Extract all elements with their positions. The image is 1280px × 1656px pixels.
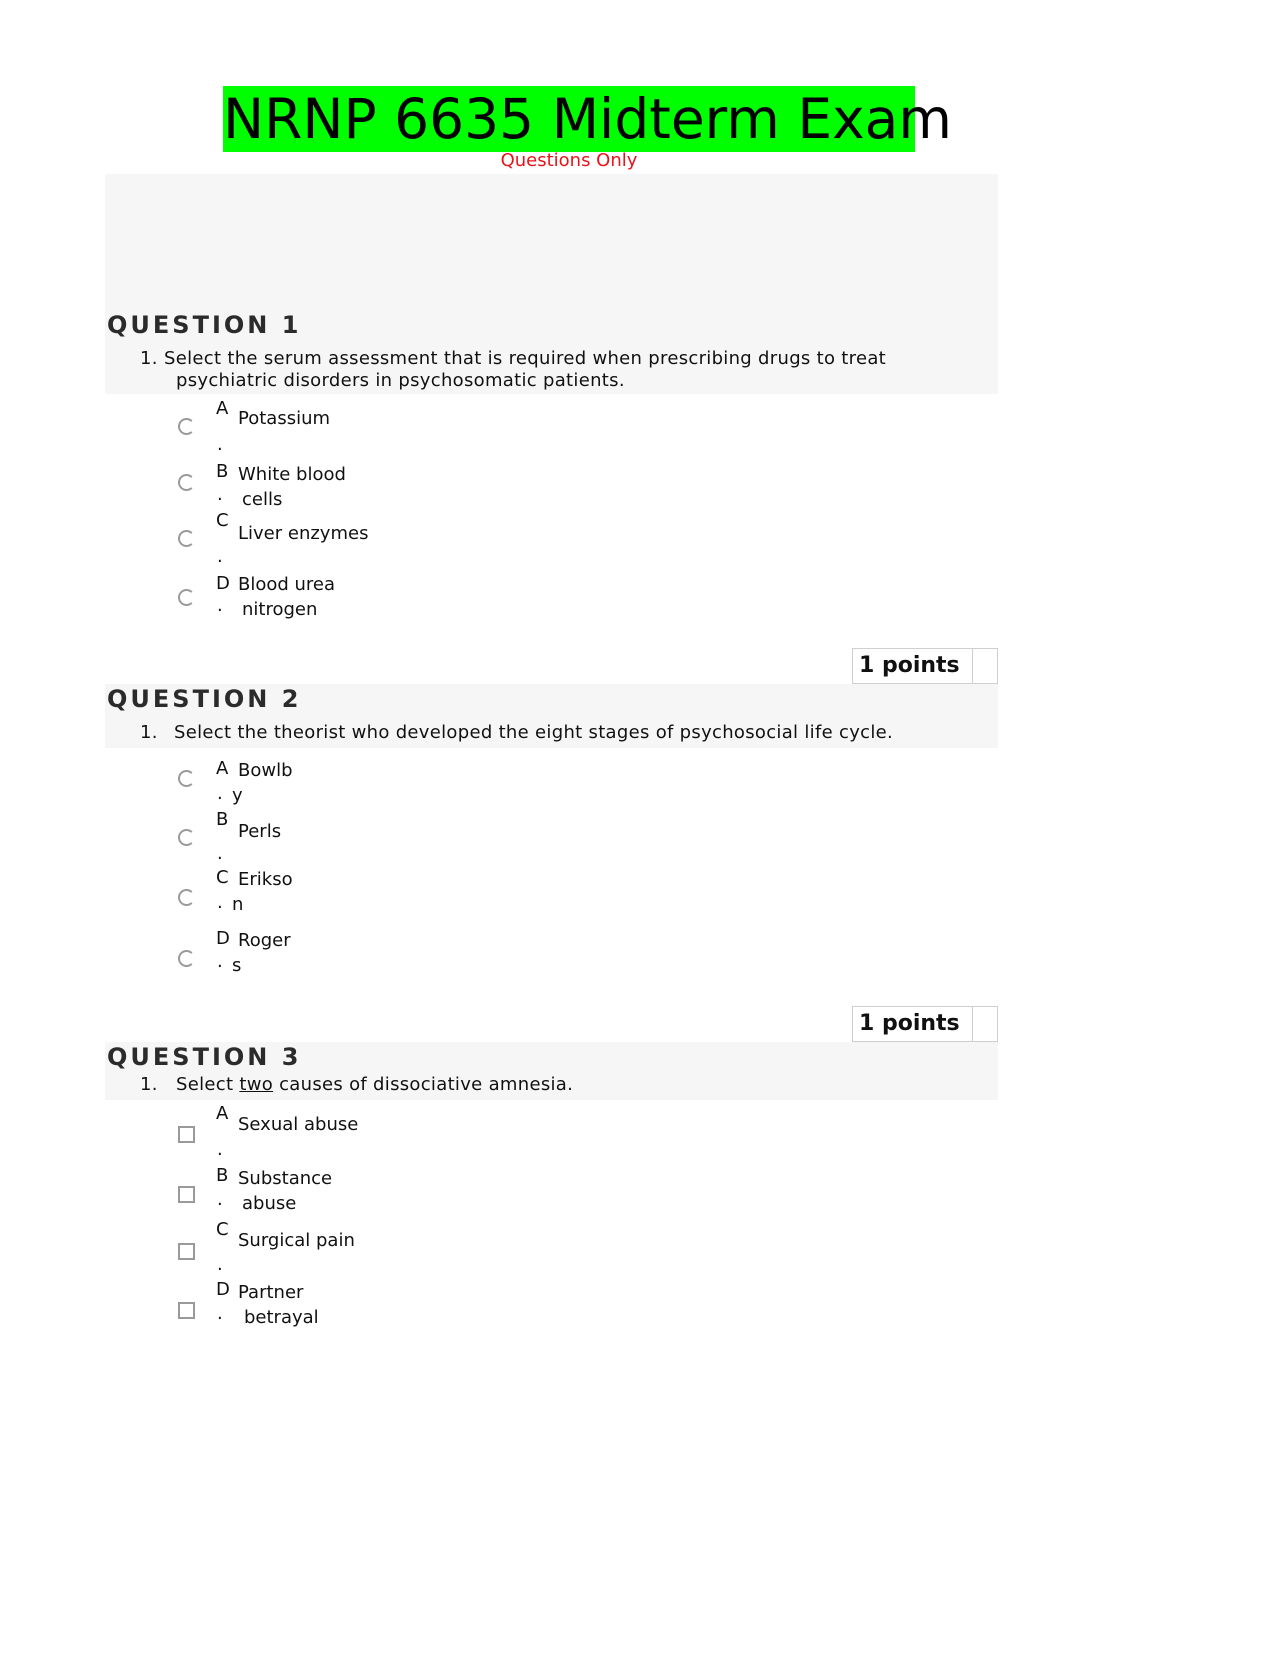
question-2-text	[140, 722, 970, 744]
option-letter: D	[216, 1279, 230, 1300]
option-text-line2: y	[232, 785, 243, 806]
question-1-text-line2: psychiatric disorders in psychosomatic patients.	[176, 370, 625, 391]
option-letter: D	[216, 573, 230, 594]
checkbox[interactable]	[178, 1126, 195, 1143]
document-title: NRNP 6635 Midterm Exam	[223, 87, 952, 151]
option-dot: .	[217, 484, 223, 505]
q3-option-d[interactable]	[174, 1279, 574, 1342]
radio-button[interactable]	[178, 418, 195, 435]
option-text	[238, 462, 346, 512]
option-letter: C	[216, 867, 229, 888]
points-label: 1 points	[859, 653, 960, 678]
q2-option-a[interactable]	[174, 756, 574, 812]
option-dot: .	[217, 434, 223, 455]
option-text	[238, 1228, 355, 1253]
question-3-text-pre: Select	[176, 1074, 240, 1095]
option-text-line1: Blood urea	[238, 574, 336, 595]
radio-button[interactable]	[178, 889, 195, 906]
question-1-number: 1.	[140, 348, 158, 369]
question-1-text-line1: Select the serum assessment that is required when prescribing drugs to treat	[164, 348, 887, 369]
q1-option-c[interactable]	[174, 510, 574, 572]
option-dot: .	[217, 1303, 223, 1324]
question-3-text-post: causes of dissociative amnesia.	[273, 1074, 574, 1095]
q2-option-b[interactable]	[174, 809, 574, 871]
option-text	[238, 521, 368, 546]
option-letter: B	[216, 1165, 229, 1186]
option-dot: .	[217, 892, 223, 913]
document-subtitle: Questions Only	[500, 150, 638, 171]
option-dot: .	[217, 843, 223, 864]
option-dot: .	[217, 546, 223, 567]
option-text-line1: Substance	[238, 1168, 333, 1189]
option-text	[232, 867, 293, 917]
q3-option-a[interactable]	[174, 1103, 574, 1166]
option-letter: A	[216, 758, 229, 779]
option-text-line2: s	[232, 955, 242, 976]
option-text-line1: Potassium	[238, 408, 331, 429]
radio-button[interactable]	[178, 530, 195, 547]
option-text-line2: betrayal	[244, 1307, 319, 1328]
points-cell	[972, 1007, 997, 1041]
question-1-heading: QUESTION 1	[107, 311, 302, 339]
option-dot: .	[217, 783, 223, 804]
option-text	[238, 1280, 319, 1330]
question-2-text-line1: Select the theorist who developed the eight stages of psychosocial life cycle.	[174, 722, 894, 743]
option-text-line1: Bowlb	[238, 760, 293, 781]
option-letter: D	[216, 928, 230, 949]
option-text-line1: Liver enzymes	[238, 523, 369, 544]
option-text-line1: Roger	[238, 930, 291, 951]
option-text-line2: nitrogen	[242, 599, 318, 620]
radio-button[interactable]	[178, 770, 195, 787]
option-dot: .	[217, 951, 223, 972]
q1-option-a[interactable]	[174, 398, 574, 460]
option-letter: C	[216, 510, 229, 531]
option-text-line2: abuse	[242, 1193, 297, 1214]
question-3-text	[140, 1074, 970, 1096]
option-text-line1: Perls	[238, 821, 282, 842]
option-text	[238, 406, 330, 431]
option-text-line2: cells	[242, 489, 283, 510]
option-letter: B	[216, 461, 229, 482]
option-text	[238, 1112, 358, 1137]
question-2-points	[852, 1006, 998, 1042]
option-text-line1: Erikso	[238, 869, 293, 890]
q1-option-b[interactable]	[174, 460, 574, 516]
option-dot: .	[217, 1189, 223, 1210]
radio-button[interactable]	[178, 829, 195, 846]
radio-button[interactable]	[178, 950, 195, 967]
option-text	[238, 819, 281, 844]
question-2-heading: QUESTION 2	[107, 685, 302, 713]
question-3-text-emphasis: two	[239, 1074, 274, 1095]
points-label: 1 points	[859, 1011, 960, 1036]
question-1-text	[140, 348, 970, 392]
checkbox[interactable]	[178, 1186, 195, 1203]
question-3-heading: QUESTION 3	[107, 1043, 302, 1071]
checkbox[interactable]	[178, 1243, 195, 1260]
option-text-line1: White blood	[238, 464, 346, 485]
q1-option-d[interactable]	[174, 575, 574, 631]
radio-button[interactable]	[178, 589, 195, 606]
radio-button[interactable]	[178, 474, 195, 491]
option-text-line2: n	[232, 894, 244, 915]
q3-option-c[interactable]	[174, 1219, 574, 1283]
question-2-number: 1.	[140, 722, 158, 743]
q3-option-b[interactable]	[174, 1165, 574, 1226]
option-text	[238, 572, 335, 622]
option-text	[238, 1166, 332, 1216]
option-text-line1: Surgical pain	[238, 1230, 355, 1251]
q2-option-c[interactable]	[174, 867, 574, 931]
points-cell	[972, 649, 997, 683]
option-text-line1: Partner	[238, 1282, 304, 1303]
q2-option-d[interactable]	[174, 928, 574, 992]
option-letter: B	[216, 809, 229, 830]
question-1-points	[852, 648, 998, 684]
checkbox[interactable]	[178, 1302, 195, 1319]
option-dot: .	[217, 1139, 223, 1160]
option-letter: A	[216, 398, 229, 419]
option-letter: C	[216, 1219, 229, 1240]
question-3-number: 1.	[140, 1074, 158, 1095]
option-letter: A	[216, 1103, 229, 1124]
option-dot: .	[217, 1254, 223, 1275]
option-text	[232, 928, 291, 978]
option-text	[232, 758, 293, 808]
option-text-line1: Sexual abuse	[238, 1114, 359, 1135]
option-dot: .	[217, 595, 223, 616]
